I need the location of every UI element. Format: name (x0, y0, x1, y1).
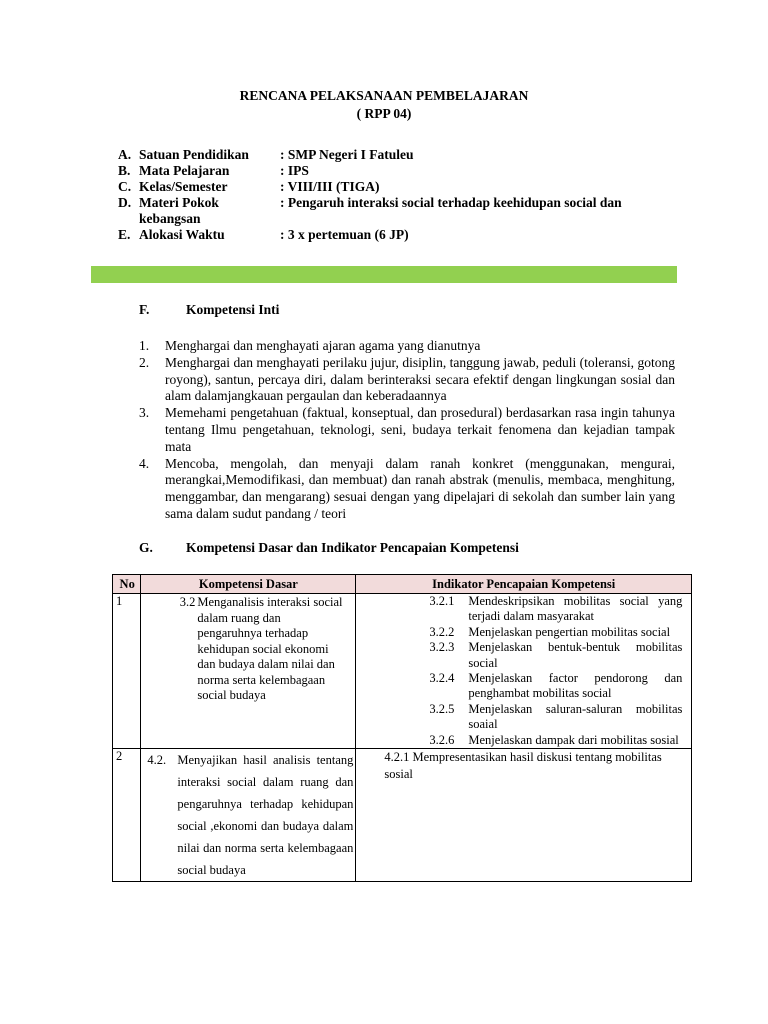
indikator-cell (356, 749, 692, 882)
indicator-item (358, 625, 689, 640)
indicator-number: 3.2.2 (429, 624, 455, 639)
indicator-text: 4.2.1 Mempresentasikan hasil diskusi tentang mobilitas sosial (384, 750, 662, 782)
section-f-heading (0, 302, 768, 320)
identity-value: : IPS (280, 163, 309, 178)
list-item-text: Menghargai dan menghayati ajaran agama yang dianutnya (165, 338, 481, 353)
indicator-text: Menjelaskan factor pendorong dan penghambat mobilitas social (468, 671, 683, 701)
identity-value: : 3 x pertemuan (6 JP) (280, 227, 409, 242)
indicator-number: 3.2.3 (429, 640, 455, 655)
header-kompetensi-dasar: Kompetensi Dasar (141, 575, 356, 594)
header-no: No (113, 575, 141, 594)
table-header-row (113, 575, 692, 594)
list-item-number: 3. (139, 405, 150, 421)
indicator-item (358, 702, 689, 733)
document-subtitle: ( RPP 04) (356, 106, 412, 121)
identity-value: : Pengaruh interaksi social terhadap keehidupan social dan (280, 195, 622, 210)
identity-row-continuation (0, 211, 768, 227)
identity-label: Satuan Pendidikan (139, 147, 249, 162)
list-item (139, 338, 675, 355)
kompetensi-dasar-cell (141, 594, 356, 749)
list-item-number: 2. (139, 354, 150, 370)
indicator-text: Menjelaskan bentuk-bentuk mobilitas social (468, 640, 683, 670)
list-item-text: Memehami pengetahuan (faktual, konseptual, dan prosedural) berdasarkan rasa ingin tahunya tentang Ilmu pengetahuan, teknologi, seni, budaya terkait fenomena dan kejadian tampak mata (165, 405, 675, 454)
identity-value: : SMP Negeri I Fatuleu (280, 147, 414, 162)
indicator-text: Menjelaskan pengertian mobilitas social (468, 624, 671, 639)
list-item-text: Menghargai dan menghayati perilaku jujur, disiplin, tanggung jawab, peduli (toleransi, gotong royong), santun, percaya diri, dalam berinteraksi secara efektif dengan lingkungan sosial dan alam dalamjangkauan pergaulan dan keberadaannya (165, 354, 675, 404)
indicator-text: Mendeskripsikan mobilitas social yang terjadi dalam masyarakat (468, 594, 683, 624)
identity-row (0, 195, 768, 211)
green-divider-bar (91, 266, 677, 283)
indicator-number: 3.2.4 (429, 671, 455, 686)
table-row (113, 594, 692, 749)
indicator-number: 3.2.6 (429, 732, 455, 747)
kd-number: 4.2. (147, 753, 167, 768)
indicator-item (358, 733, 689, 748)
identity-letter: B. (118, 163, 131, 178)
indicator-item (358, 594, 689, 625)
indicator-text: Menjelaskan dampak dari mobilitas sosial (468, 732, 679, 747)
list-item-text: Mencoba, mengolah, dan menyaji dalam ranah konkret (menggunakan, mengurai, merangkai,Memodifikasi, dan membuat) dan ranah abstrak (menulis, membaca, menghitung, menggambar, dan mengarang) sesuai dengan yang dipelajari di sekolah dan sumber lain yang sama dalam sudut pandang / teori (165, 455, 675, 521)
table-row (113, 749, 692, 882)
list-item (139, 405, 675, 455)
competency-table (112, 574, 692, 882)
identity-label-continuation: kebangsan (139, 211, 201, 226)
section-title: Kompetensi Dasar dan Indikator Pencapaian Kompetensi (186, 540, 519, 555)
section-title: Kompetensi Inti (186, 302, 280, 317)
indicator-item (358, 640, 689, 671)
list-item-number: 4. (139, 455, 150, 471)
identity-label: Mata Pelajaran (139, 163, 230, 178)
kompetensi-inti-list (139, 338, 675, 523)
kd-content (143, 749, 353, 881)
row-number: 2 (113, 749, 141, 882)
identity-row (0, 163, 768, 179)
list-item (139, 456, 675, 523)
indicator-number: 3.2.1 (429, 594, 455, 608)
identity-block (0, 147, 768, 243)
identity-letter: A. (118, 147, 132, 162)
section-g-heading (0, 540, 768, 558)
header-indikator: Indikator Pencapaian Kompetensi (356, 575, 692, 594)
indikator-cell (356, 594, 692, 749)
identity-row (0, 147, 768, 163)
kompetensi-dasar-cell (141, 749, 356, 882)
list-item-number: 1. (139, 338, 150, 353)
row-number: 1 (113, 594, 141, 749)
identity-row (0, 227, 768, 243)
indicator-number: 3.2.5 (429, 701, 455, 716)
identity-label: Materi Pokok (139, 195, 219, 210)
identity-value: : VIII/III (TIGA) (280, 179, 380, 194)
kd-content (143, 594, 353, 718)
identity-label: Kelas/Semester (139, 179, 228, 194)
list-item (139, 355, 675, 405)
section-letter: G. (139, 540, 153, 555)
section-letter: F. (139, 302, 150, 317)
identity-letter: C. (118, 179, 132, 194)
identity-label: Alokasi Waktu (139, 227, 225, 242)
indicator-item (358, 671, 689, 702)
kd-number: 3.2 (179, 595, 196, 609)
identity-letter: E. (118, 227, 131, 242)
kd-text: Menganalisis interaksi social dalam ruang dan pengaruhnya terhadap kehidupan social ekonomi dan budaya dalam nilai dan norma serta kelembagaan social budaya (197, 595, 343, 702)
kd-text: Menyajikan hasil analisis tentang interaksi social dalam ruang dan pengaruhnya terhadap kehidupan social ,ekonomi dan budaya dalam nilai dan norma serta kelembagaan social budaya (177, 753, 354, 878)
document-title: RENCANA PELAKSANAAN PEMBELAJARAN (239, 88, 529, 103)
identity-row (0, 179, 768, 195)
identity-letter: D. (118, 195, 132, 210)
indicator-text: Menjelaskan saluran-saluran mobilitas soaial (468, 701, 683, 732)
